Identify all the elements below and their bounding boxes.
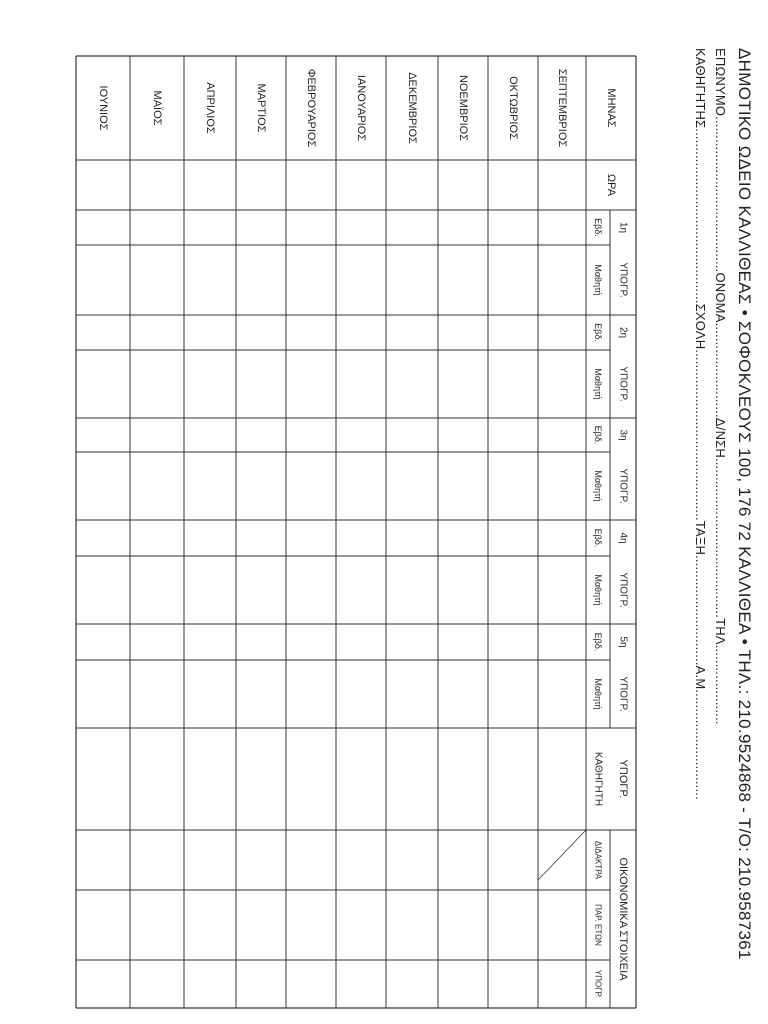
- lesson-week-label: Εβδ.: [593, 218, 603, 237]
- month-label: ΙΟΥΝΙΟΣ: [97, 85, 109, 131]
- lesson-student-label: Μαθητή: [593, 678, 603, 710]
- teacher-signature-label: ΥΠΟΓΡ.: [617, 759, 629, 799]
- month-label: ΝΟΕΜΒΡΙΟΣ: [457, 74, 469, 142]
- lesson-number-label: 4η: [617, 532, 629, 544]
- lesson-number-label: 2η: [617, 326, 629, 339]
- month-label: ΟΚΤΩΒΡΙΟΣ: [507, 76, 519, 140]
- lesson-signature-label: ΥΠΟΓΡ.: [617, 262, 629, 298]
- column-months-label: ΜΗΝΑΣ: [605, 88, 617, 128]
- month-label: ΜΑΡΤΙΟΣ: [255, 83, 267, 133]
- lesson-signature-label: ΥΠΟΓΡ.: [617, 572, 629, 608]
- month-label: ΔΕΚΕΜΒΡΙΟΣ: [406, 72, 418, 144]
- month-label: ΑΠΡΙΛΙΟΣ: [204, 82, 216, 134]
- lesson-number-label: 3η: [617, 429, 629, 441]
- fees-label: ΔΙΔΑΚΤΡΑ: [593, 840, 603, 880]
- lesson-signature-label: ΥΠΟΓΡ.: [617, 468, 629, 504]
- conservatory-address: ΔΗΜΟΤΙΚΟ ΩΔΕΙΟ ΚΑΛΛΙΘΕΑΣ • ΣΟΦΟΚΛΕΟΥΣ 100, 176 72 ΚΑΛΛΙΘΕΑ • ΤΗΛ.: 210.9524868 - Τ/Ο: 210.9587361: [735, 48, 754, 960]
- lesson-student-label: Μαθητή: [593, 264, 603, 296]
- fees-diagonal: [538, 830, 586, 880]
- student-details-line: ΕΠΩΝΥΜΟ.........................................ΟΝΟΜΑ.........................Δ/ΝΣΗ..........................................ΤΗΛ.....................: [713, 48, 728, 725]
- teacher-label: ΚΑΘΗΓΗΤΗ: [592, 751, 604, 807]
- table-labels: [97, 69, 629, 998]
- lesson-student-label: Μαθητή: [593, 368, 603, 400]
- lesson-week-label: Εβδ.: [593, 528, 603, 548]
- previous-years-label: ΠΑΡ. ΕΤΩΝ: [593, 904, 603, 946]
- month-label: ΙΑΝΟΥΑΡΙΟΣ: [355, 74, 367, 142]
- table-grid-lines: [76, 56, 636, 1008]
- lesson-number-label: 1η: [617, 221, 629, 234]
- month-label: ΦΕΒΡΟΥΑΡΙΟΣ: [305, 68, 317, 148]
- lesson-week-label: Εβδ.: [593, 632, 603, 652]
- lesson-week-label: Εβδ.: [593, 323, 603, 342]
- finance-label: ΟΙΚΟΝΟΜΙΚΑ ΣΤΟΙΧΕΙΑ: [617, 857, 629, 981]
- lesson-week-label: Εβδ.: [593, 425, 603, 445]
- month-label: ΜΑΪΟΣ: [151, 90, 163, 126]
- lesson-signature-label: ΥΠΟΓΡ.: [617, 676, 629, 712]
- month-label: ΣΕΠΤΕΜΒΡΙΟΣ: [556, 68, 568, 148]
- lesson-student-label: Μαθητή: [593, 470, 603, 502]
- finance-signature-label: ΥΠΟΓΡ.: [593, 969, 603, 999]
- lesson-signature-label: ΥΠΟΓΡ.: [617, 366, 629, 402]
- teacher-details-line: ΚΑΘΗΓΗΤΗΣ..............................................ΣΧΟΛΗ.............................................ΤΑΞΗ.............................Α.Μ.............................: [693, 48, 708, 800]
- lesson-student-label: Μαθητή: [593, 574, 603, 606]
- lesson-number-label: 5η: [617, 636, 629, 648]
- column-hour-label: ΩΡΑ: [605, 173, 617, 197]
